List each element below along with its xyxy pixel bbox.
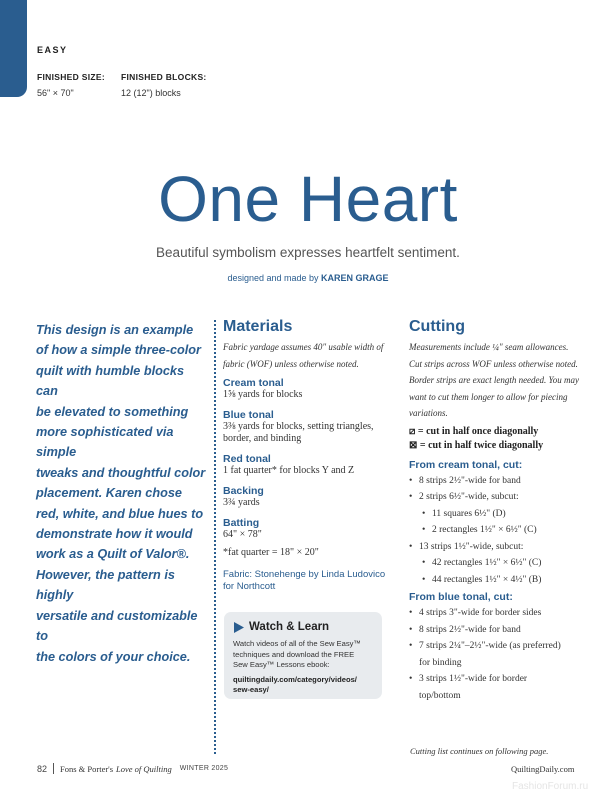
material-name: Blue tonal xyxy=(223,409,274,421)
material-amount: 3¾ yards xyxy=(223,497,260,508)
fabric-credit xyxy=(223,569,403,593)
intro-line: be elevated to something xyxy=(36,404,189,419)
cut-item: • 3 strips 1½"-wide for border xyxy=(409,674,528,684)
intro-line: the colors of your choice. xyxy=(36,649,191,664)
footer-separator xyxy=(53,763,54,774)
credit-prefix: designed and made by xyxy=(227,273,319,283)
finished-size-value: 56" × 70" xyxy=(37,88,74,98)
sew-easy-link-line: quiltingdaily.com/category/videos/ xyxy=(233,675,357,684)
legend-twice-diagonal xyxy=(409,439,599,453)
finished-blocks-label: FINISHED BLOCKS: xyxy=(121,72,207,82)
cut-item: • 4 strips 3"-wide for border sides xyxy=(409,608,542,618)
cut-item: • 7 strips 2¼"–2½"-wide (as preferred) xyxy=(409,641,561,651)
material-name: Cream tonal xyxy=(223,377,284,389)
page-footer xyxy=(37,763,228,774)
cut-item-continuation: for binding xyxy=(419,657,462,668)
intro-line: versatile and customizable to xyxy=(36,608,198,644)
fabric-credit-line: Fabric: Stonehenge by Linda Ludovico xyxy=(223,569,386,580)
cut-item-continuation: top/bottom xyxy=(419,690,461,701)
intro-line: However, the pattern is highly xyxy=(36,567,175,603)
cut-subitem: • 44 rectangles 1½" × 4½" (B) xyxy=(422,574,542,585)
cutting-section xyxy=(409,318,599,704)
material-item xyxy=(223,453,403,477)
cream-cut-list xyxy=(409,473,599,589)
watch-learn-title: Watch & Learn xyxy=(249,621,330,633)
intro-line: more sophisticated via simple xyxy=(36,425,174,460)
subtitle: Beautiful symbolism expresses heartfelt sentiment. xyxy=(156,245,460,260)
materials-note-line: fabric (WOF) unless otherwise noted. xyxy=(223,358,359,369)
cut-item: • 2 strips 6½"-wide, subcut: xyxy=(409,492,519,502)
page-number: 82 xyxy=(37,763,48,774)
issue-label: WINTER 2025 xyxy=(179,765,229,772)
fat-quarter-footnote: *fat quarter = 18" × 20" xyxy=(223,547,319,558)
materials-section xyxy=(223,318,403,593)
material-name: Batting xyxy=(223,517,260,529)
intro-line: tweaks and thoughtful color xyxy=(36,465,206,480)
materials-note-line: Fabric yardage assumes 40" usable width of xyxy=(223,342,384,352)
difficulty-label: EASY xyxy=(37,45,68,55)
material-item xyxy=(223,517,403,541)
materials-note xyxy=(223,339,403,372)
cutting-note xyxy=(409,339,599,422)
cutting-note-line: variations. xyxy=(409,408,448,418)
sidebar-color-tab xyxy=(0,0,27,97)
watch-learn-text-line: Watch videos of all of the Sew Easy™ xyxy=(233,639,362,648)
page-title: One Heart xyxy=(158,163,458,235)
watermark: FashionForum.ru xyxy=(512,781,589,792)
half-square-triangle-icon: ⧄ xyxy=(409,425,416,437)
finished-blocks-value: 12 (12") blocks xyxy=(121,88,181,98)
cutting-note-line: Measurements include ¼" seam allowances. xyxy=(409,342,569,352)
intro-paragraph xyxy=(36,320,208,667)
cut-subitem: • 42 rectangles 1½" × 6½" (C) xyxy=(422,558,542,568)
watch-learn-text-line: Sew Easy™ Lessons ebook: xyxy=(233,660,330,669)
material-amount: 1⅝ yards for blocks xyxy=(223,389,303,400)
designer-name: KAREN GRAGE xyxy=(321,273,389,283)
cut-item: • 8 strips 2½"-wide for band xyxy=(409,475,521,486)
column-divider xyxy=(214,320,216,754)
material-item xyxy=(223,485,403,509)
legend-text: = cut in half once diagonally xyxy=(417,425,539,437)
intro-line: This design is an example xyxy=(36,323,194,337)
cutting-continued-note: Cutting list continues on following page. xyxy=(410,746,549,756)
material-name: Backing xyxy=(223,485,264,497)
watch-learn-header xyxy=(234,621,329,633)
intro-line: quilt with humble blocks can xyxy=(36,363,185,399)
play-icon xyxy=(234,622,244,633)
material-item xyxy=(223,377,403,401)
cut-item: • 8 strips 2½"-wide for band xyxy=(409,624,521,635)
materials-heading: Materials xyxy=(223,318,293,335)
intro-line: work as a Quilt of Valor®. xyxy=(36,547,190,562)
magazine-title: Love of Quilting xyxy=(116,763,172,774)
legend-once-diagonal xyxy=(409,425,599,439)
cutting-note-line: Border strips are exact length needed. You may xyxy=(409,375,579,385)
blue-cut-heading: From blue tonal, cut: xyxy=(409,591,513,603)
sew-easy-link[interactable] xyxy=(233,675,381,695)
material-amount: 1 fat quarter* for blocks Y and Z xyxy=(223,465,355,476)
intro-line: placement. Karen chose xyxy=(36,486,182,501)
site-url[interactable]: QuiltingDaily.com xyxy=(511,764,575,774)
material-amount: border, and binding xyxy=(223,433,302,444)
watch-learn-text-line: techniques and download the FREE xyxy=(233,649,355,659)
material-item xyxy=(223,409,403,445)
watch-learn-text xyxy=(233,639,378,671)
material-amount: 64" × 78" xyxy=(223,529,262,540)
fabric-credit-line: for Northcott xyxy=(223,581,276,592)
intro-line: demonstrate how it would xyxy=(36,527,193,542)
material-name: Red tonal xyxy=(223,453,271,465)
cut-legend xyxy=(409,425,599,453)
watch-learn-box xyxy=(224,612,382,699)
blue-cut-list xyxy=(409,605,599,704)
cut-item: • 13 strips 1½"-wide, subcut: xyxy=(409,541,524,552)
cut-subitem: • 11 squares 6½" (D) xyxy=(422,508,506,519)
magazine-name: Fons & Porter's xyxy=(60,763,114,774)
designer-credit xyxy=(0,273,616,283)
cream-cut-heading: From cream tonal, cut: xyxy=(409,458,523,471)
intro-line: red, white, and blue hues to xyxy=(36,506,204,521)
quarter-square-triangle-icon: ⊠ xyxy=(409,439,418,451)
cutting-heading: Cutting xyxy=(409,318,465,335)
legend-text: = cut in half twice diagonally xyxy=(419,439,544,451)
cutting-note-line: Cut strips across WOF unless otherwise noted. xyxy=(409,358,578,369)
intro-line: of how a simple three-color xyxy=(36,343,201,358)
finished-size-label: FINISHED SIZE: xyxy=(37,72,105,82)
sew-easy-link-line: sew-easy/ xyxy=(233,685,269,694)
cutting-note-line: want to cut them longer to allow for piecing xyxy=(409,391,568,402)
cut-subitem: • 2 rectangles 1½" × 6½" (C) xyxy=(422,525,537,535)
material-amount: 3⅜ yards for blocks, setting triangles, xyxy=(223,421,374,432)
